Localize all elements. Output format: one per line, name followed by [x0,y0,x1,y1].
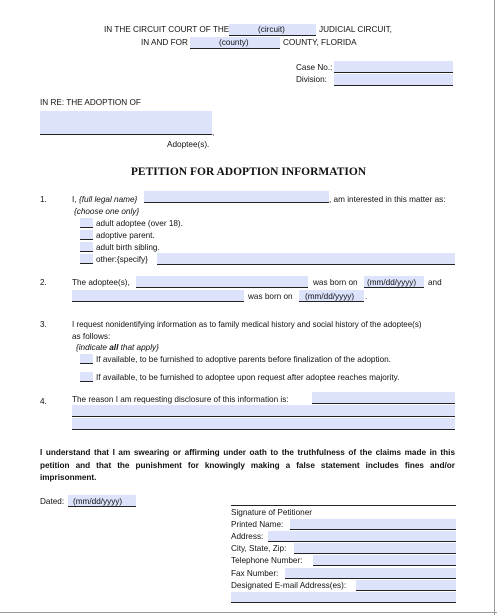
city-state-zip-line [294,553,456,554]
option-adoptive-parent: adoptive parent. [96,231,155,240]
county-field[interactable]: (county) [219,38,249,47]
option-birth-sibling: adult birth sibling. [96,243,160,252]
full-legal-name-field[interactable] [144,191,329,202]
and-label: and [428,278,442,287]
full-legal-name-hint: {full legal name} [79,195,138,204]
case-no-field[interactable] [334,61,453,72]
other-specify-line [157,264,455,265]
item1-suffix: , am interested in this matter as: [329,195,446,204]
address-label: Address: [231,532,264,541]
in-re-label: IN RE: THE ADOPTION OF [40,98,141,107]
telephone-field[interactable] [313,555,456,565]
adoptive-parents-checkbox[interactable] [80,354,93,364]
adoptee1-name-line [136,287,308,288]
email-field-2[interactable] [231,592,456,602]
reason-field-2[interactable] [72,405,455,416]
choose-one-hint: {choose one only} [74,207,140,216]
option-adoptee-majority-info: If available, to be furnished to adoptee upon request after adoptee reaches majority. [96,373,400,382]
oath-line-1: I understand that I am swearing or affirming under oath to the truthfulness of the claims made in this [40,448,455,457]
email-field[interactable] [356,580,456,590]
adoptee1-name-field[interactable] [136,276,308,287]
signature-line [231,505,456,506]
address-line [268,541,456,542]
division-line [334,85,453,86]
fax-line [285,578,456,579]
printed-name-field[interactable] [290,519,456,529]
adoptee-name-field[interactable] [40,111,212,134]
header-line2-prefix: IN AND FOR [141,38,188,47]
adoptees-label: The adoptee(s), [72,278,130,287]
option-other: other:{specify} [96,255,148,264]
birth-date-2-line [299,301,364,302]
adoptee-comma: , [212,128,215,137]
oath-line-3: imprisonment. [40,473,97,482]
page-edge-right [494,0,495,615]
item4-text: The reason I am requesting disclosure of this information is: [72,395,289,404]
dated-field[interactable]: (mm/dd/yyyy) [73,497,123,506]
reason-line-1 [312,403,455,404]
email-line [356,590,456,591]
adult-adoptee-checkbox[interactable] [80,218,93,228]
division-label: Division: [296,75,327,84]
other-checkbox[interactable] [80,254,93,264]
adoptee-majority-checkbox[interactable] [80,372,93,382]
reason-line-2 [72,416,455,417]
birth-date-2-field[interactable]: (mm/dd/yyyy) [305,292,355,301]
page-edge-bottom [0,612,497,613]
case-no-line [334,72,453,73]
born-on-label-2: was born on [248,292,293,301]
county-field-line [190,48,280,49]
city-state-zip-field[interactable] [294,543,456,553]
header-line2-suffix: COUNTY, FLORIDA [283,38,357,47]
address-field[interactable] [268,531,456,541]
item3-number: 3. [40,320,47,329]
fax-label: Fax Number: [231,569,279,578]
dated-label: Dated: [40,497,65,506]
item3-text: I request nonidentifying information as to family medical history and social history of the adoptee(s) [72,320,422,329]
indicate-all-hint: {indicate all that apply} [76,343,159,352]
birth-date-1-field[interactable]: (mm/dd/yyyy) [367,278,417,287]
division-field[interactable] [334,74,453,85]
email-line-2 [231,602,456,603]
dated-field-line [68,506,136,507]
as-follows: as follows: [72,332,111,341]
header-line1-prefix: IN THE CIRCUIT COURT OF THE [104,25,230,34]
birth-date-1-line [364,287,424,288]
item1-prefix: I, [72,195,77,204]
header-line1-suffix: JUDICIAL CIRCUIT, [319,25,392,34]
option-adoptive-parents-info: If available, to be furnished to adoptive parents before finalization of the adoption. [96,355,391,364]
city-state-zip-label: City, State, Zip: [231,544,287,553]
option-adult-adoptee: adult adoptee (over 18). [96,219,183,228]
printed-name-line [290,529,456,530]
born-on-label-1: was born on [313,278,358,287]
reason-field-1[interactable] [312,392,455,403]
other-specify-field[interactable] [157,253,455,264]
reason-field-3[interactable] [72,418,455,429]
telephone-line [313,565,456,566]
oath-statement [40,447,455,485]
item2-number: 2. [40,278,47,287]
adoptee-label: Adoptee(s). [167,140,210,149]
item2-period: . [365,292,368,301]
item4-number: 4. [40,397,47,406]
document-title: PETITION FOR ADOPTION INFORMATION [130,166,367,178]
email-label: Designated E-mail Address(es): [231,581,347,590]
fax-field[interactable] [285,568,456,578]
circuit-field[interactable]: (circuit) [258,25,285,34]
birth-sibling-checkbox[interactable] [80,242,93,252]
adoptive-parent-checkbox[interactable] [80,230,93,240]
printed-name-label: Printed Name: [231,520,284,529]
adoptee-name-line [40,134,212,135]
oath-line-2: petition and that the punishment for knowingly making a false statement includes fines and/or [40,460,455,470]
reason-line-3 [72,429,455,430]
case-no-label: Case No.: [296,63,333,72]
adoptee2-name-field[interactable] [72,290,244,301]
item1-number: 1. [40,195,47,204]
telephone-label: Telephone Number: [231,556,303,565]
circuit-field-line [229,35,316,36]
signature-label: Signature of Petitioner [231,508,313,517]
adoptee2-name-line [72,301,244,302]
full-legal-name-line [144,202,329,203]
